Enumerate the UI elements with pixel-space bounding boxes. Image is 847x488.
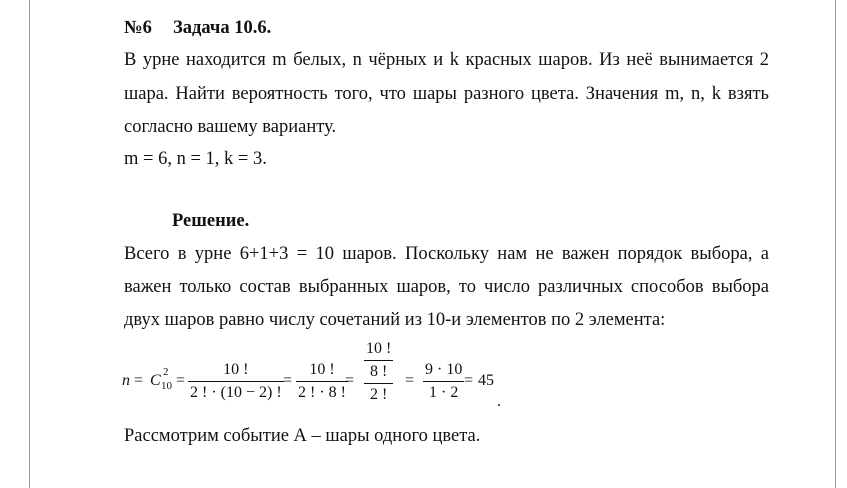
task-number: №6 bbox=[124, 18, 152, 38]
fraction-3-numerator-top: 10 ! bbox=[366, 340, 392, 357]
formula-eq-4: = bbox=[405, 372, 415, 389]
fraction-1-denominator: 2 ! · (10 − 2) ! bbox=[190, 384, 282, 401]
solution-line-1: Всего в урне 6+1+3 = 10 шаров. Поскольку нам не важен порядок выбора, а bbox=[124, 244, 769, 264]
formula-c-sup: 2 bbox=[163, 366, 169, 378]
formula-trailing-dot: . bbox=[497, 393, 501, 410]
fraction-2-numerator: 10 ! bbox=[309, 361, 335, 378]
problem-line-3: согласно вашему варианту. bbox=[124, 117, 337, 137]
fraction-1-numerator: 10 ! bbox=[223, 361, 249, 378]
fraction-3 bbox=[364, 340, 393, 404]
fraction-4-numerator: 9 · 10 bbox=[425, 361, 463, 378]
fraction-3-numerator-bottom: 8 ! bbox=[370, 363, 388, 380]
fraction-2-denominator: 2 ! · 8 ! bbox=[298, 384, 346, 401]
task-title: Задача 10.6. bbox=[173, 18, 272, 38]
formula-eq-2: = bbox=[283, 372, 293, 389]
formula-eq-3: = bbox=[345, 372, 355, 389]
problem-line-2: шара. Найти вероятность того, что шары разного цвета. Значения m, n, k взять bbox=[124, 84, 769, 104]
fraction-3-denominator: 2 ! bbox=[370, 386, 388, 403]
solution-heading: Решение. bbox=[172, 211, 250, 231]
fraction-1 bbox=[188, 361, 284, 402]
fraction-4 bbox=[423, 361, 464, 402]
formula-result: 45 bbox=[478, 372, 494, 389]
fraction-2 bbox=[296, 361, 348, 402]
fraction-4-denominator: 1 · 2 bbox=[429, 384, 459, 401]
problem-values: m = 6, n = 1, k = 3. bbox=[124, 149, 267, 169]
solution-line-2: важен только состав выбранных шаров, то число различных способов выбора bbox=[124, 277, 769, 297]
formula-lhs: n bbox=[122, 372, 130, 389]
formula-eq-0: = bbox=[134, 372, 144, 389]
formula-c-sub: 10 bbox=[161, 380, 172, 392]
formula-eq-5: = bbox=[464, 372, 474, 389]
formula-eq-1: = bbox=[176, 372, 186, 389]
formula-c: C bbox=[150, 372, 161, 389]
event-line: Рассмотрим событие А – шары одного цвета. bbox=[124, 426, 481, 446]
problem-line-1: В урне находится m белых, n чёрных и k красных шаров. Из неё вынимается 2 bbox=[124, 50, 769, 70]
solution-line-3: двух шаров равно числу сочетаний из 10-и элементов по 2 элемента: bbox=[124, 310, 666, 330]
